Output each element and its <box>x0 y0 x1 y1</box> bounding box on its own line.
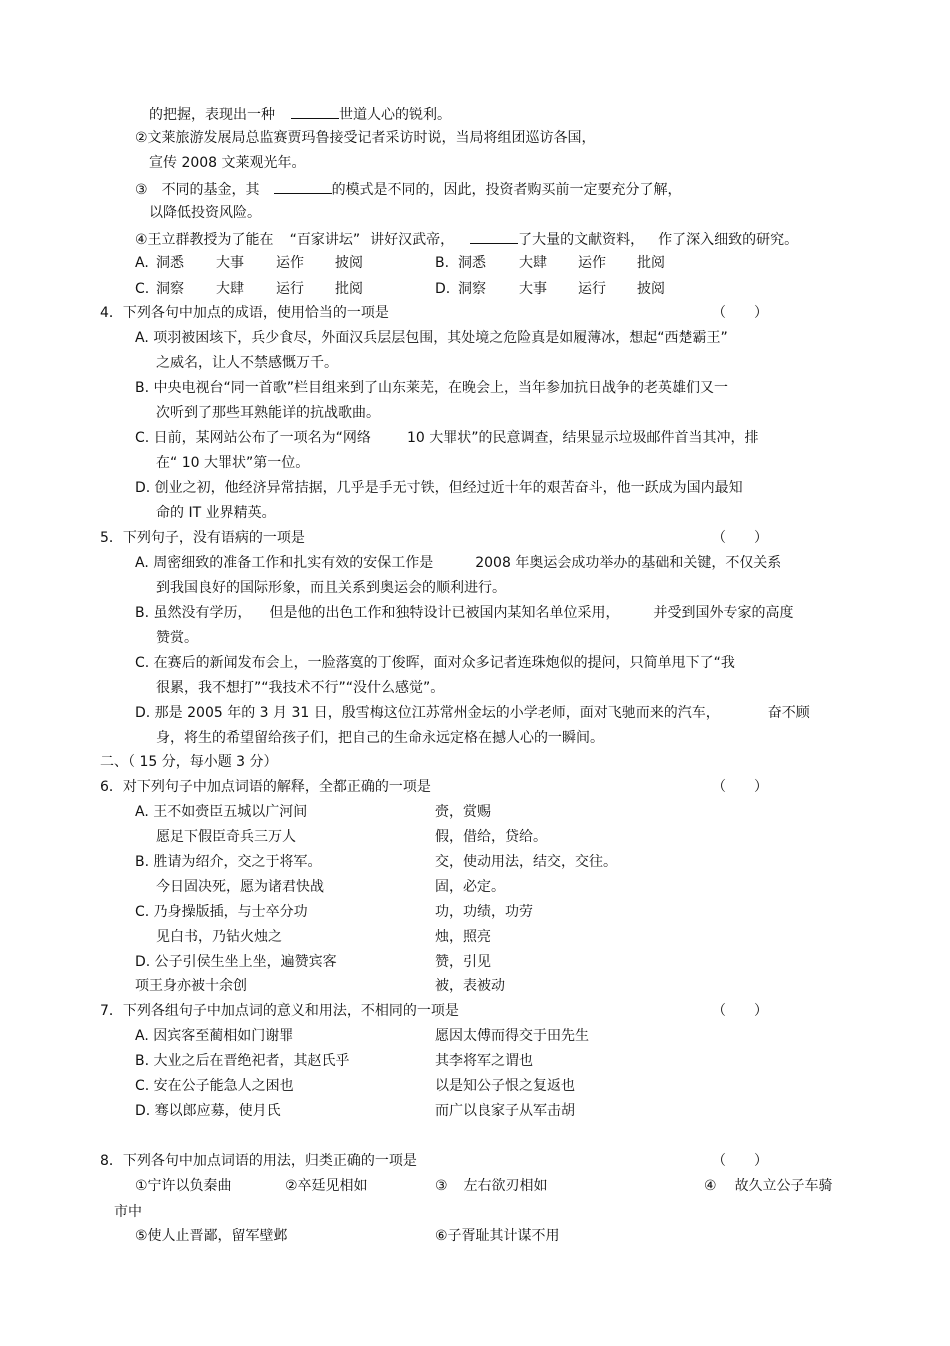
q8-item-2: ②卒廷见相如 <box>285 1178 368 1194</box>
option-word: 批阅 <box>335 281 363 297</box>
q3-item3-b: 的模式是不同的，因此，投资者购买前一定要充分了解， <box>331 182 682 198</box>
option-word: 大肆 <box>216 281 244 297</box>
option-word: 披阅 <box>335 255 363 271</box>
q5-option-b-line2: 赞赏。 <box>156 630 198 646</box>
q3-item3-a: 不同的基金，其 <box>161 182 260 198</box>
q3-line1 <box>149 104 451 124</box>
q7-row-left: A. 因宾客至蔺相如门谢罪 <box>135 1028 294 1044</box>
q6-row-sentence: 愿足下假臣奇兵三万人 <box>156 829 296 845</box>
q7-row-right: 其李将军之谓也 <box>435 1053 533 1069</box>
option-letter: C. <box>135 281 150 297</box>
q4-option-c-b: 10 大罪状”的民意调查，结果显示垃圾邮件首当其冲，排 <box>406 430 759 446</box>
q7-row-left: D. 骞以郎应募，使月氏 <box>135 1103 281 1119</box>
q6-row-sentence: 今日固决死，愿为诸君快战 <box>156 879 324 895</box>
q8-item-1: ①宁许以负秦曲 <box>135 1178 232 1194</box>
answer-parentheses: （ ） <box>712 305 768 321</box>
option-word: 洞察 <box>156 281 184 297</box>
q5-option-b-b: 但是他的出色工作和独特设计已被国内某知名单位采用， <box>269 605 620 621</box>
q4-option-b-line1: B. 中央电视台“同一首歌”栏目组来到了山东莱芜，在晚会上，当年参加抗日战争的老英雄们又一 <box>135 380 729 396</box>
option-word: 大事 <box>216 255 244 271</box>
q7-row-left: B. 大业之后在晋绝祀者，其赵氏乎 <box>135 1053 350 1069</box>
q5-option-c-line2: 很累，我不想打”“我技术不行”“没什么感觉”。 <box>156 680 445 696</box>
q3-line1-a: 的把握，表现出一种 <box>149 107 275 123</box>
q6-row-gloss: 赍，赏赐 <box>435 804 491 820</box>
q6-row-gloss: 被，表被动 <box>435 978 505 994</box>
q4-option-a-line1: A. 项羽被困垓下，兵少食尽，外面汉兵层层包围，其处境之危险真是如履薄冰，想起“西楚霸王” <box>135 330 728 346</box>
q7-stem: 7．下列各组句子中加点词的意义和用法，不相同的一项是 <box>100 1003 459 1019</box>
q5-option-d-line2: 身，将生的希望留给孩子们，把自己的生命永远定格在撼人心的一瞬间。 <box>156 730 604 746</box>
q6-row-gloss: 烛，照亮 <box>435 929 491 945</box>
q5-option-c-line1: C. 在赛后的新闻发布会上，一脸落寞的丁俊晖，面对众多记者连珠炮似的提问，只简单甩下了“我 <box>135 655 735 671</box>
q5-option-a-b: 2008 年奥运会成功举办的基础和关键，不仅关系 <box>475 555 782 571</box>
answer-parentheses: （ ） <box>712 779 768 795</box>
q6-row-sentence: C. 乃身操版插，与士卒分功 <box>135 904 308 920</box>
q8-item-4 <box>704 1177 833 1195</box>
q5-option-a-line1 <box>135 554 781 572</box>
q4-option-d-line2: 命的 IT 业界精英。 <box>156 505 276 521</box>
q3-item3-line2: 以降低投资风险。 <box>149 205 261 221</box>
q3-item4-c: 讲好汉武帝， <box>370 232 455 248</box>
q5-option-d-b: 奋不顾 <box>767 705 810 721</box>
q3-option-c <box>135 280 149 298</box>
option-word: 大事 <box>519 281 547 297</box>
q4-option-a-line2: 之威名，让人不禁感慨万千。 <box>156 355 338 371</box>
q3-item2-line1: ②文莱旅游发展局总监赛贾玛鲁接受记者采访时说，当局将组团巡访各国， <box>135 130 596 146</box>
q4-option-c-line1 <box>135 429 758 447</box>
q5-stem: 5．下列句子，没有语病的一项是 <box>100 530 305 546</box>
q3-option-d <box>435 280 450 298</box>
q5-option-d-a: D. 那是 2005 年的 3 月 31 日，殷雪梅这位江苏常州金坛的小学老师，面对飞驰而来的汽车， <box>135 705 720 721</box>
option-word: 洞察 <box>458 281 486 297</box>
q5-option-d-line1 <box>135 704 810 722</box>
q5-option-a-line2: 到我国良好的国际形象，而且关系到奥运会的顺利进行。 <box>156 580 506 596</box>
option-letter: D. <box>435 281 451 297</box>
q6-row-sentence: B. 胜请为绍介，交之于将军。 <box>135 854 322 870</box>
q3-option-b <box>435 254 449 272</box>
q3-item4-d: 了大量的文献资料， <box>518 232 645 248</box>
q4-option-d-line1: D. 创业之初，他经济异常拮据，几乎是手无寸铁，但经过近十年的艰苦奋斗，他一跃成为国内最知 <box>135 480 743 496</box>
fill-blank <box>291 104 339 119</box>
q5-option-b-a: B. 虽然没有学历， <box>135 605 252 621</box>
q8-item-6: ⑥子胥耻其计谋不用 <box>435 1228 560 1244</box>
q3-item4-line1 <box>135 229 798 249</box>
q6-row-gloss: 假，借给，贷给。 <box>435 829 547 845</box>
q3-line1-b: 世道人心的锐利。 <box>339 107 451 123</box>
answer-parentheses: （ ） <box>712 530 768 546</box>
q7-row-right: 愿因太傅而得交于田先生 <box>435 1028 589 1044</box>
q8-item-4-continued: 市中 <box>114 1204 142 1220</box>
q3-item4-e: 作了深入细致的研究。 <box>658 232 799 248</box>
q7-row-right: 而广以良家子从军击胡 <box>435 1103 575 1119</box>
q4-option-b-line2: 次听到了那些耳熟能详的抗战歌曲。 <box>156 405 380 421</box>
q6-row-gloss: 赞，引见 <box>435 954 491 970</box>
option-word: 运作 <box>276 255 304 271</box>
q3-item2-line2: 宣传 2008 文莱观光年。 <box>149 155 306 171</box>
q3-item3-num: ③ <box>135 182 148 198</box>
q5-option-a-a: A. 周密细致的准备工作和扎实有效的安保工作是 <box>135 555 434 571</box>
fill-blank <box>274 179 332 194</box>
q6-row-sentence: 见白书，乃钻火烛之 <box>156 929 282 945</box>
q8-item-5: ⑤使人止晋鄙，留军壁邺 <box>135 1228 288 1244</box>
q8-stem: 8．下列各句中加点词语的用法，归类正确的一项是 <box>100 1153 417 1169</box>
fill-blank <box>470 229 518 244</box>
q8-item-3-num: ③ <box>435 1178 448 1194</box>
option-word: 运行 <box>578 281 606 297</box>
q5-option-b-c: 并受到国外专家的高度 <box>653 605 794 621</box>
option-word: 大肆 <box>519 255 547 271</box>
q4-option-c-a: C. 日前，某网站公布了一项名为“网络 <box>135 430 371 446</box>
option-word: 运作 <box>578 255 606 271</box>
q8-item-3 <box>435 1177 548 1195</box>
q3-item4-b: “百家讲坛” <box>289 232 361 248</box>
answer-parentheses: （ ） <box>712 1003 768 1019</box>
option-word: 运行 <box>276 281 304 297</box>
q7-row-right: 以是知公子恨之复返也 <box>435 1078 575 1094</box>
q6-row-gloss: 固，必定。 <box>435 879 505 895</box>
q4-stem: 4．下列各句中加点的成语，使用恰当的一项是 <box>100 305 389 321</box>
q6-row-sentence: A. 王不如赍臣五城以广河间 <box>135 804 308 820</box>
q3-option-a <box>135 254 149 272</box>
q3-item4-a: ④王立群教授为了能在 <box>135 232 274 248</box>
q3-item3-line1 <box>135 179 682 199</box>
q8-item-4-text: 故久立公子车骑 <box>734 1178 833 1194</box>
option-letter: A. <box>135 255 149 271</box>
q5-option-b-line1 <box>135 604 794 622</box>
option-word: 洞悉 <box>458 255 486 271</box>
q6-row-gloss: 交，使动用法，结交，交往。 <box>435 854 617 870</box>
section-heading: 二、（ 15 分，每小题 3 分） <box>100 754 278 770</box>
option-letter: B. <box>435 255 450 271</box>
option-word: 批阅 <box>637 255 665 271</box>
q6-stem: 6．对下列句子中加点词语的解释，全都正确的一项是 <box>100 779 431 795</box>
answer-parentheses: （ ） <box>712 1153 768 1169</box>
q6-row-gloss: 功，功绩，功劳 <box>435 904 533 920</box>
q8-item-3-text: 左右欲刃相如 <box>463 1178 548 1194</box>
q6-row-sentence: D. 公子引侯生坐上坐，遍赞宾客 <box>135 954 337 970</box>
option-word: 披阅 <box>637 281 665 297</box>
q6-row-sentence: 项王身亦被十余创 <box>135 978 247 994</box>
q8-item-4-num: ④ <box>704 1178 717 1194</box>
q7-row-left: C. 安在公子能急人之困也 <box>135 1078 294 1094</box>
option-word: 洞悉 <box>156 255 184 271</box>
q4-option-c-line2: 在“ 10 大罪状”第一位。 <box>156 455 310 471</box>
